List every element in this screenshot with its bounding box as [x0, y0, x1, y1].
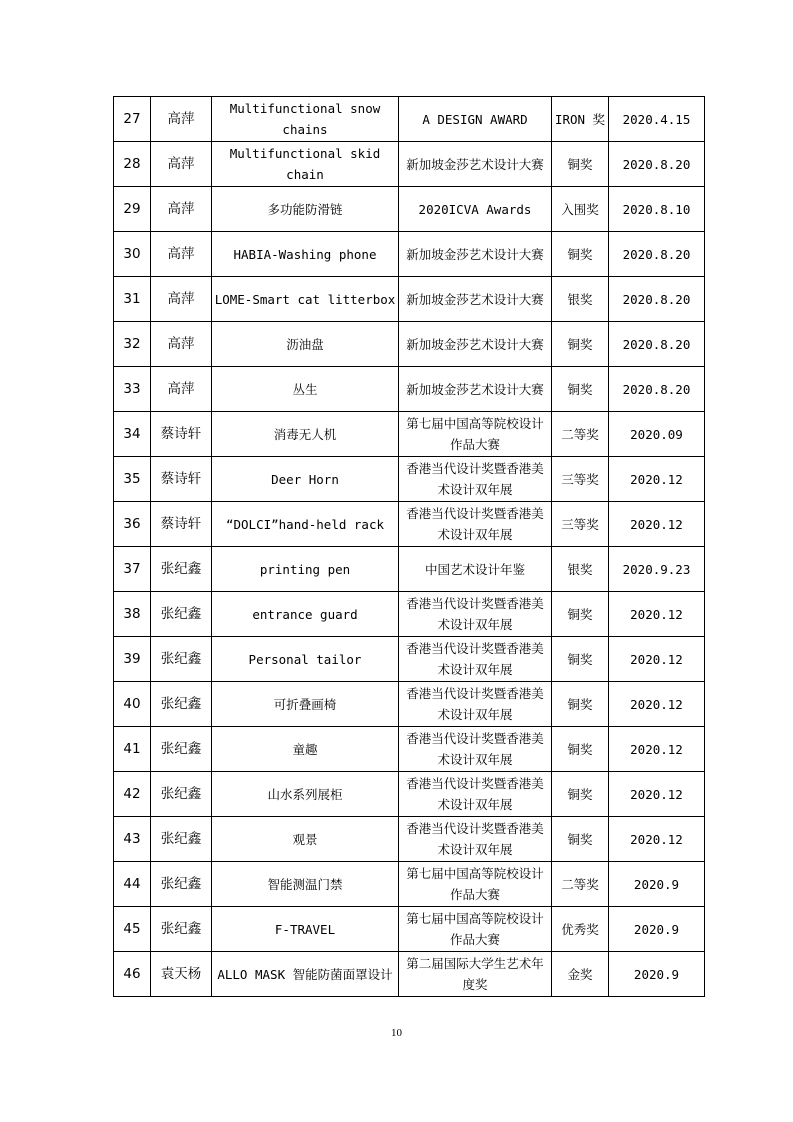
- award-level: 铜奖: [552, 367, 609, 412]
- award-level: 优秀奖: [552, 907, 609, 952]
- row-number: 30: [114, 232, 151, 277]
- award-level: 银奖: [552, 547, 609, 592]
- award-level: 入围奖: [552, 187, 609, 232]
- student-name: 张纪鑫: [151, 907, 212, 952]
- work-title: LOME-Smart cat litterbox: [212, 277, 399, 322]
- row-number: 41: [114, 727, 151, 772]
- competition-name: 中国艺术设计年鉴: [399, 547, 552, 592]
- table-row: [114, 367, 705, 412]
- table-row: [114, 592, 705, 637]
- work-title: 沥油盘: [212, 322, 399, 367]
- award-level: 铜奖: [552, 637, 609, 682]
- awards-table: [113, 96, 705, 997]
- table-row: [114, 277, 705, 322]
- award-level: 银奖: [552, 277, 609, 322]
- work-title: F-TRAVEL: [212, 907, 399, 952]
- work-title: “DOLCI”hand-held rack: [212, 502, 399, 547]
- work-title: 多功能防滑链: [212, 187, 399, 232]
- work-title: HABIA-Washing phone: [212, 232, 399, 277]
- work-title: Multifunctional skid chain: [212, 142, 399, 187]
- work-title: Personal tailor: [212, 637, 399, 682]
- row-number: 45: [114, 907, 151, 952]
- table-row: [114, 862, 705, 907]
- table-row: [114, 637, 705, 682]
- work-title: ALLO MASK 智能防菌面罩设计: [212, 952, 399, 997]
- award-level: 铜奖: [552, 682, 609, 727]
- work-title: 观景: [212, 817, 399, 862]
- award-date: 2020.9: [609, 907, 705, 952]
- competition-name: 新加坡金莎艺术设计大赛: [399, 277, 552, 322]
- table-row: [114, 187, 705, 232]
- award-level: 二等奖: [552, 412, 609, 457]
- row-number: 28: [114, 142, 151, 187]
- student-name: 高萍: [151, 142, 212, 187]
- student-name: 蔡诗轩: [151, 412, 212, 457]
- competition-name: 新加坡金莎艺术设计大赛: [399, 367, 552, 412]
- competition-name: 第二届国际大学生艺术年度奖: [399, 952, 552, 997]
- competition-name: 2020ICVA Awards: [399, 187, 552, 232]
- competition-name: 香港当代设计奖暨香港美术设计双年展: [399, 637, 552, 682]
- award-date: 2020.12: [609, 772, 705, 817]
- work-title: 可折叠画椅: [212, 682, 399, 727]
- page-number: 10: [391, 1027, 402, 1039]
- student-name: 高萍: [151, 277, 212, 322]
- award-date: 2020.12: [609, 727, 705, 772]
- table-row: [114, 412, 705, 457]
- row-number: 36: [114, 502, 151, 547]
- student-name: 蔡诗轩: [151, 502, 212, 547]
- award-level: 铜奖: [552, 142, 609, 187]
- student-name: 张纪鑫: [151, 817, 212, 862]
- award-level: 铜奖: [552, 232, 609, 277]
- table-row: [114, 547, 705, 592]
- student-name: 张纪鑫: [151, 547, 212, 592]
- award-level: 二等奖: [552, 862, 609, 907]
- student-name: 张纪鑫: [151, 637, 212, 682]
- row-number: 43: [114, 817, 151, 862]
- table-row: [114, 727, 705, 772]
- work-title: 丛生: [212, 367, 399, 412]
- award-level: 铜奖: [552, 817, 609, 862]
- student-name: 高萍: [151, 97, 212, 142]
- award-level: 铜奖: [552, 772, 609, 817]
- award-date: 2020.12: [609, 592, 705, 637]
- award-date: 2020.12: [609, 682, 705, 727]
- work-title: 智能测温门禁: [212, 862, 399, 907]
- student-name: 张纪鑫: [151, 727, 212, 772]
- competition-name: 香港当代设计奖暨香港美术设计双年展: [399, 682, 552, 727]
- student-name: 张纪鑫: [151, 592, 212, 637]
- award-date: 2020.09: [609, 412, 705, 457]
- work-title: Multifunctional snow chains: [212, 97, 399, 142]
- table-row: [114, 772, 705, 817]
- award-level: IRON 奖: [552, 97, 609, 142]
- table-row: [114, 142, 705, 187]
- table-row: [114, 682, 705, 727]
- work-title: entrance guard: [212, 592, 399, 637]
- work-title: 童趣: [212, 727, 399, 772]
- row-number: 37: [114, 547, 151, 592]
- table-row: [114, 907, 705, 952]
- award-date: 2020.9.23: [609, 547, 705, 592]
- award-level: 金奖: [552, 952, 609, 997]
- competition-name: 新加坡金莎艺术设计大赛: [399, 142, 552, 187]
- table-row: [114, 952, 705, 997]
- award-date: 2020.8.20: [609, 322, 705, 367]
- competition-name: 香港当代设计奖暨香港美术设计双年展: [399, 727, 552, 772]
- award-date: 2020.8.20: [609, 367, 705, 412]
- row-number: 32: [114, 322, 151, 367]
- row-number: 29: [114, 187, 151, 232]
- award-level: 铜奖: [552, 322, 609, 367]
- work-title: 山水系列展柜: [212, 772, 399, 817]
- row-number: 38: [114, 592, 151, 637]
- student-name: 高萍: [151, 232, 212, 277]
- competition-name: 香港当代设计奖暨香港美术设计双年展: [399, 817, 552, 862]
- award-level: 三等奖: [552, 457, 609, 502]
- row-number: 34: [114, 412, 151, 457]
- award-level: 铜奖: [552, 592, 609, 637]
- row-number: 27: [114, 97, 151, 142]
- student-name: 高萍: [151, 322, 212, 367]
- student-name: 张纪鑫: [151, 772, 212, 817]
- row-number: 40: [114, 682, 151, 727]
- table-row: [114, 232, 705, 277]
- award-date: 2020.9: [609, 952, 705, 997]
- competition-name: 香港当代设计奖暨香港美术设计双年展: [399, 502, 552, 547]
- award-level: 铜奖: [552, 727, 609, 772]
- competition-name: 新加坡金莎艺术设计大赛: [399, 232, 552, 277]
- competition-name: 香港当代设计奖暨香港美术设计双年展: [399, 772, 552, 817]
- work-title: Deer Horn: [212, 457, 399, 502]
- competition-name: A DESIGN AWARD: [399, 97, 552, 142]
- award-date: 2020.4.15: [609, 97, 705, 142]
- row-number: 44: [114, 862, 151, 907]
- student-name: 高萍: [151, 367, 212, 412]
- table-row: [114, 457, 705, 502]
- work-title: 消毒无人机: [212, 412, 399, 457]
- award-date: 2020.12: [609, 457, 705, 502]
- competition-name: 第七届中国高等院校设计作品大赛: [399, 907, 552, 952]
- competition-name: 第七届中国高等院校设计作品大赛: [399, 412, 552, 457]
- row-number: 35: [114, 457, 151, 502]
- award-date: 2020.9: [609, 862, 705, 907]
- award-date: 2020.12: [609, 817, 705, 862]
- table-row: [114, 97, 705, 142]
- awards-table-body: [114, 97, 705, 997]
- row-number: 31: [114, 277, 151, 322]
- award-date: 2020.12: [609, 502, 705, 547]
- row-number: 46: [114, 952, 151, 997]
- student-name: 袁天杨: [151, 952, 212, 997]
- competition-name: 新加坡金莎艺术设计大赛: [399, 322, 552, 367]
- competition-name: 香港当代设计奖暨香港美术设计双年展: [399, 592, 552, 637]
- competition-name: 香港当代设计奖暨香港美术设计双年展: [399, 457, 552, 502]
- competition-name: 第七届中国高等院校设计作品大赛: [399, 862, 552, 907]
- work-title: printing pen: [212, 547, 399, 592]
- award-date: 2020.12: [609, 637, 705, 682]
- award-date: 2020.8.20: [609, 142, 705, 187]
- student-name: 蔡诗轩: [151, 457, 212, 502]
- award-date: 2020.8.10: [609, 187, 705, 232]
- student-name: 张纪鑫: [151, 682, 212, 727]
- student-name: 高萍: [151, 187, 212, 232]
- row-number: 33: [114, 367, 151, 412]
- row-number: 42: [114, 772, 151, 817]
- row-number: 39: [114, 637, 151, 682]
- table-row: [114, 817, 705, 862]
- award-level: 三等奖: [552, 502, 609, 547]
- award-date: 2020.8.20: [609, 277, 705, 322]
- award-date: 2020.8.20: [609, 232, 705, 277]
- student-name: 张纪鑫: [151, 862, 212, 907]
- table-row: [114, 502, 705, 547]
- table-row: [114, 322, 705, 367]
